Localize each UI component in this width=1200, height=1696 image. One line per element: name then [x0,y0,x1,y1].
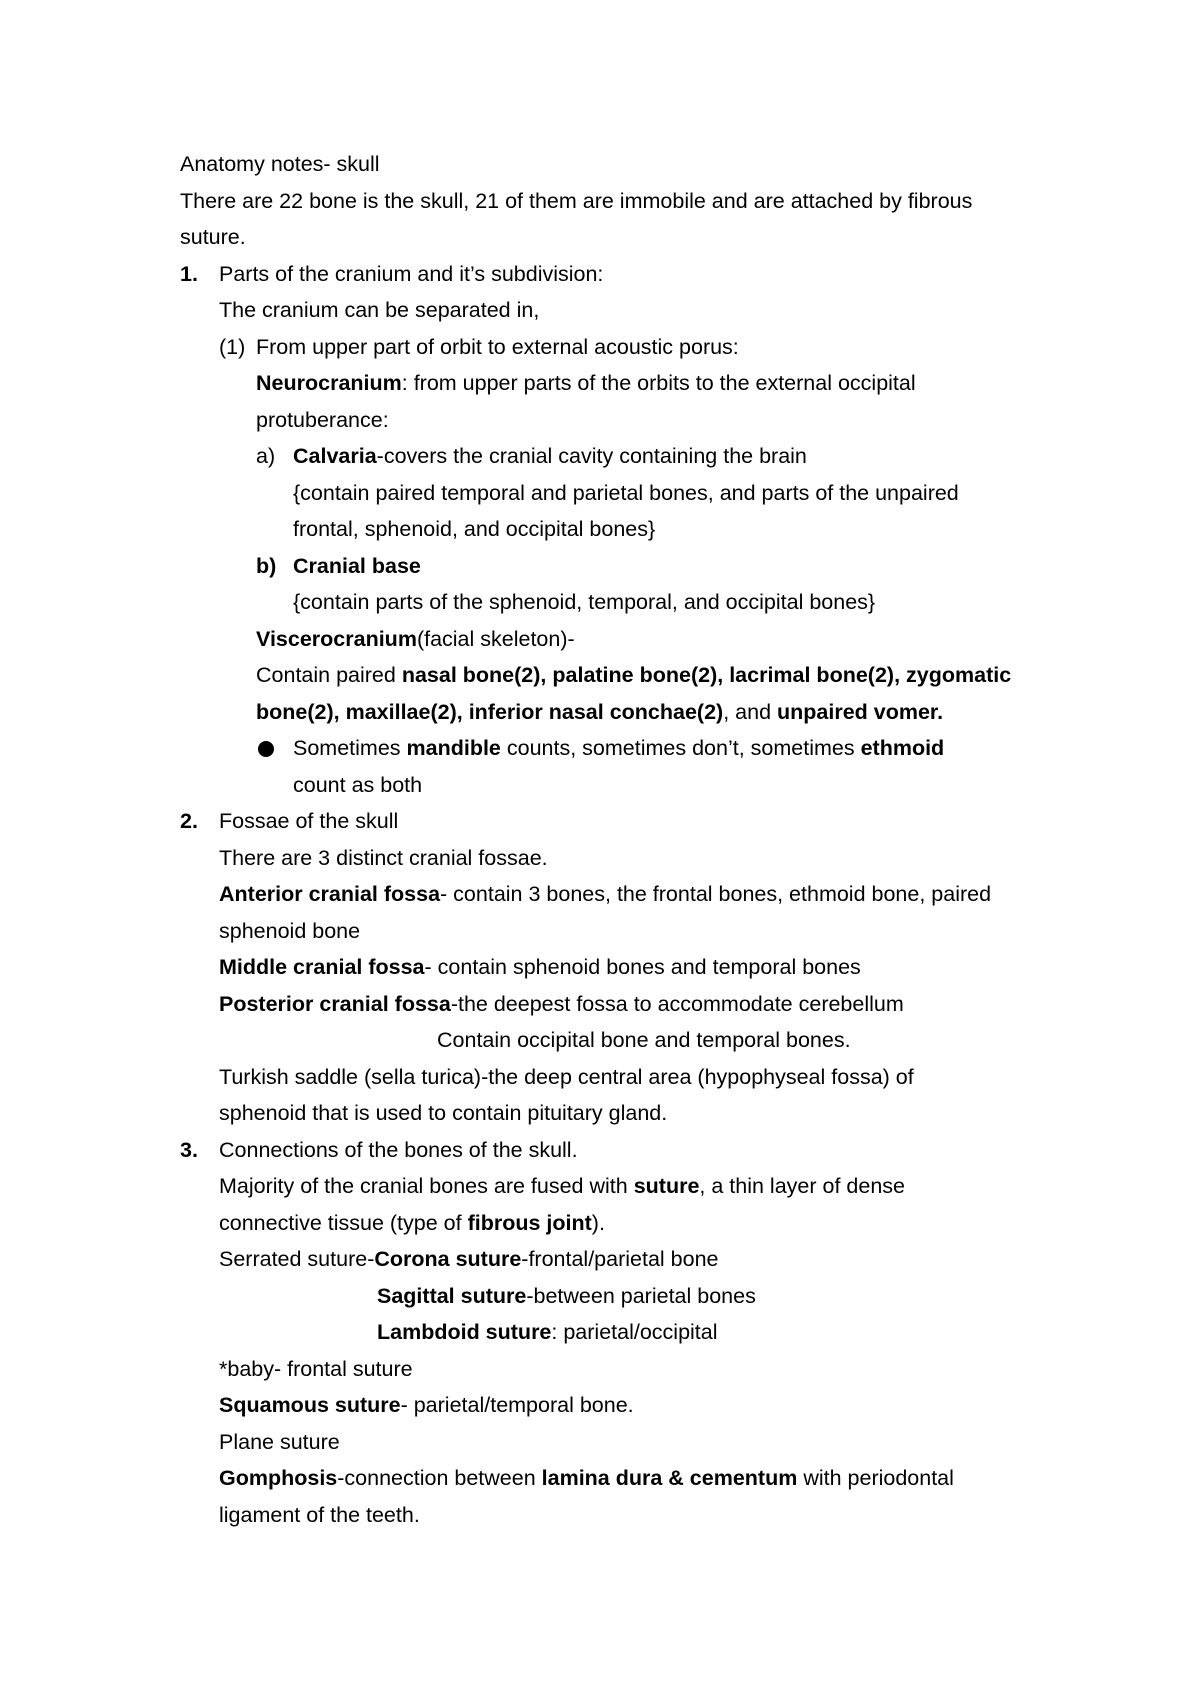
neurocranium-term: Neurocranium [256,371,402,395]
posterior-fossa-line-2: Contain occipital bone and temporal bones. [437,1028,851,1052]
corona-suture-term: Corona suture [374,1247,522,1271]
subsection-1-text: From upper part of orbit to external acoustic porus: [256,335,739,359]
connective-tissue-line [219,1208,605,1238]
middle-fossa-text: - contain sphenoid bones and temporal bones [424,955,861,979]
neurocranium-line-2: protuberance: [256,408,389,432]
calvaria-text: -covers the cranial cavity containing the brain [376,444,807,468]
section-3-heading: Connections of the bones of the skull. [219,1138,578,1162]
bullet-middle: counts, sometimes don’t, sometimes [500,736,861,760]
section-1-number: 1. [180,262,198,286]
bullet-line-1 [293,733,944,763]
gomphosis-line-2: ligament of the teeth. [219,1503,420,1527]
neurocranium-line [256,368,916,398]
gomphosis-text: -connection between [337,1466,542,1490]
calvaria-detail-1: {contain paired temporal and parietal bones, and parts of the unpaired [293,481,959,505]
separator: , [717,663,730,687]
sagittal-suture-line [377,1281,756,1311]
posterior-fossa-term: Posterior cranial fossa [219,992,451,1016]
separator: , [540,663,553,687]
bullet-dot-icon [258,741,274,757]
majority-prefix: Majority of the cranial bones are fused with [219,1174,634,1198]
separator: , and [723,700,777,724]
lambdoid-suture-term: Lambdoid suture [377,1320,552,1344]
viscerocranium-contents-line-2 [256,697,943,727]
anterior-fossa-text: - contain 3 bones, the frontal bones, ethmoid bone, paired [440,882,992,906]
viscerocranium-contents-line-1 [256,660,1011,690]
gomphosis-suffix: with periodontal [797,1466,954,1490]
item-a-label: a) [256,444,276,468]
palatine-bone-term: palatine bone(2) [552,663,718,687]
subsection-1-number: (1) [219,335,246,359]
separator: , [456,700,469,724]
contents-prefix: Contain paired [256,663,402,687]
anterior-fossa-term: Anterior cranial fossa [219,882,441,906]
lambdoid-suture-text: : parietal/occipital [551,1320,718,1344]
lamina-dura-cementum-term: lamina dura & cementum [541,1466,798,1490]
sagittal-suture-text: -between parietal bones [526,1284,756,1308]
plane-suture: Plane suture [219,1430,340,1454]
posterior-fossa-line [219,989,904,1019]
calvaria-term: Calvaria [293,444,377,468]
cranial-base-detail: {contain parts of the sphenoid, temporal, and occipital bones} [293,590,876,614]
neurocranium-text: : from upper parts of the orbits to the external occipital [401,371,916,395]
lambdoid-suture-line [377,1317,718,1347]
viscerocranium-text: (facial skeleton)- [416,627,575,651]
inferior-nasal-conchae-term: inferior nasal conchae(2) [468,700,724,724]
anterior-fossa-line-2: sphenoid bone [219,919,361,943]
section-2-heading: Fossae of the skull [219,809,399,833]
separator: , [333,700,346,724]
squamous-suture-term: Squamous suture [219,1393,401,1417]
fibrous-joint-term: fibrous joint [467,1211,592,1235]
section-2-number: 2. [180,809,198,833]
suture-term: suture [633,1174,700,1198]
baby-frontal-suture: *baby- frontal suture [219,1357,413,1381]
item-b-label: b) [256,554,277,578]
gomphosis-line [219,1463,954,1493]
ethmoid-term: ethmoid [860,736,945,760]
section-1-lead: The cranium can be separated in, [219,298,540,322]
intro-line-1: There are 22 bone is the skull, 21 of them are immobile and are attached by fibrous [180,189,973,213]
turkish-saddle-line-1: Turkish saddle (sella turica)-the deep central area (hypophyseal fossa) of [219,1065,914,1089]
connective-suffix: ). [591,1211,605,1235]
intro-line-2: suture. [180,225,246,249]
section-3-number: 3. [180,1138,198,1162]
viscerocranium-term: Viscerocranium [256,627,417,651]
gomphosis-term: Gomphosis [219,1466,338,1490]
document-title: Anatomy notes- skull [180,152,380,176]
section-2-lead: There are 3 distinct cranial fossae. [219,846,548,870]
bullet-prefix: Sometimes [293,736,407,760]
section-1-heading: Parts of the cranium and it’s subdivision: [219,262,604,286]
serrated-prefix: Serrated suture- [219,1247,375,1271]
middle-fossa-line [219,952,861,982]
squamous-suture-line [219,1390,634,1420]
majority-line [219,1171,905,1201]
turkish-saddle-line-2: sphenoid that is used to contain pituitary gland. [219,1101,668,1125]
unpaired-vomer-term: unpaired vomer. [777,700,944,724]
nasal-bone-term: nasal bone(2) [401,663,541,687]
posterior-fossa-text: -the deepest fossa to accommodate cerebellum [450,992,904,1016]
calvaria-line [293,441,807,471]
lacrimal-bone-term: lacrimal bone(2) [729,663,895,687]
bullet-line-2: count as both [293,773,423,797]
middle-fossa-term: Middle cranial fossa [219,955,425,979]
viscerocranium-line [256,624,575,654]
zygomatic-term: zygomatic [906,663,1012,687]
cranial-base-term: Cranial base [293,554,421,578]
squamous-suture-text: - parietal/temporal bone. [400,1393,634,1417]
zygomatic-bone-term: bone(2) [256,700,334,724]
mandible-term: mandible [406,736,501,760]
serrated-suffix: -frontal/parietal bone [521,1247,719,1271]
anterior-fossa-line [219,879,991,909]
maxillae-term: maxillae(2) [345,700,457,724]
serrated-suture-line [219,1244,719,1274]
sagittal-suture-term: Sagittal suture [377,1284,527,1308]
majority-suffix: , a thin layer of dense [699,1174,905,1198]
connective-prefix: connective tissue (type of [219,1211,468,1235]
calvaria-detail-2: frontal, sphenoid, and occipital bones} [293,517,656,541]
separator: , [894,663,907,687]
